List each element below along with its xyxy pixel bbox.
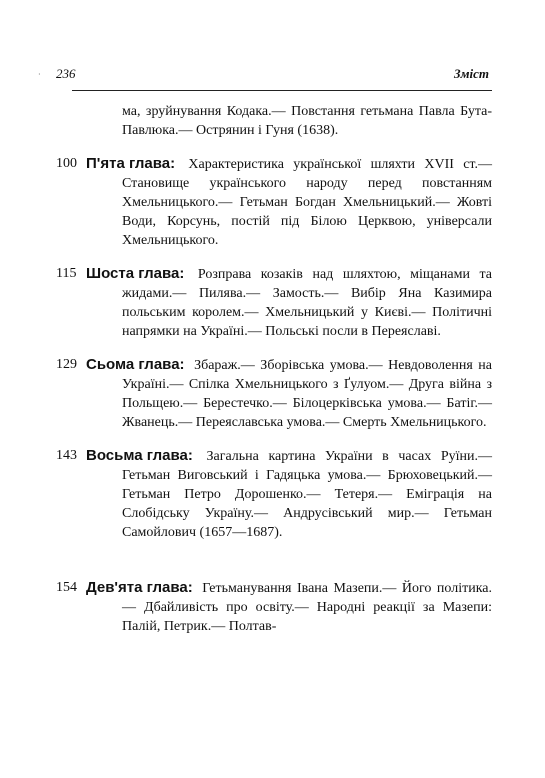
- entry-title: Восьма глава:: [86, 447, 193, 464]
- toc-entry-chapter-6: [56, 264, 492, 341]
- entry-page-number: 115: [56, 266, 77, 281]
- page-number: 236: [56, 66, 76, 81]
- entry-text: Розправа козаків над шляхтою, міщанами та жидами.— Пилява.— Замость.— Вибір Яна Казимира польським королем.— Хмельницький у Києві.— Політичні напрямки на Україні.— Польські посли в Переяславі.: [122, 267, 492, 339]
- entry-text: Гетьманування Івана Мазепи.— Його політика.— Дбайливість про освіту.— Народні реакції за Мазепи: Палій, Петрик.— Полтав-: [122, 581, 492, 634]
- entry-title: Дев'ята глава:: [86, 579, 193, 596]
- entry-text: Загальна картина України в часах Руїни.— Гетьман Виговський і Гадяцька умова.— Брюховецький.— Гетьман Петро Дорошенко.— Тетеря.— Еміграція на Слобідську Україну.— Андрусівський мир.— Гетьман Самойлович (1657—1687).: [122, 449, 493, 540]
- table-of-contents: [56, 102, 492, 636]
- entry-page-number: 143: [56, 448, 77, 463]
- entry-page-number: 154: [56, 580, 77, 595]
- entry-title: П'ята глава:: [86, 155, 176, 172]
- entry-text: Характеристика української шляхти XVII ст.— Становище українського народу перед повстанням Хмельницького.— Гетьман Богдан Хмельницький.— Жовті Води, Корсунь, постій під Білою Церквою, універсали Хмельницького.: [122, 157, 492, 248]
- entry-text: Збараж.— Зборівська умова.— Невдоволення на Україні.— Спілка Хмельницького з Ґулуом.— Друга війна з Польщею.— Берестечко.— Білоцерківська умова.— Батіг.— Жванець.— Переяславська умова.— Смерть Хмельницького.: [122, 358, 492, 430]
- toc-entry-chapter-8: [56, 446, 492, 542]
- entry-page-number: 100: [56, 156, 77, 171]
- entry-title: Шоста глава:: [86, 265, 185, 282]
- toc-entry-chapter-7: [56, 355, 492, 432]
- page-header: [56, 66, 489, 90]
- toc-entry-chapter-9: [56, 578, 492, 636]
- continued-entry-text: ма, зруйнування Кодака.— Повстання гетьмана Павла Бута-Павлюка.— Острянин і Гуня (1638).: [122, 104, 492, 138]
- entry-page-number: 129: [56, 357, 77, 372]
- toc-entry-chapter-5: [56, 154, 492, 250]
- running-title: Зміст: [453, 66, 489, 81]
- entry-title: Сьома глава:: [86, 356, 185, 373]
- scan-mark: ·: [38, 70, 41, 79]
- header-rule: [72, 90, 492, 91]
